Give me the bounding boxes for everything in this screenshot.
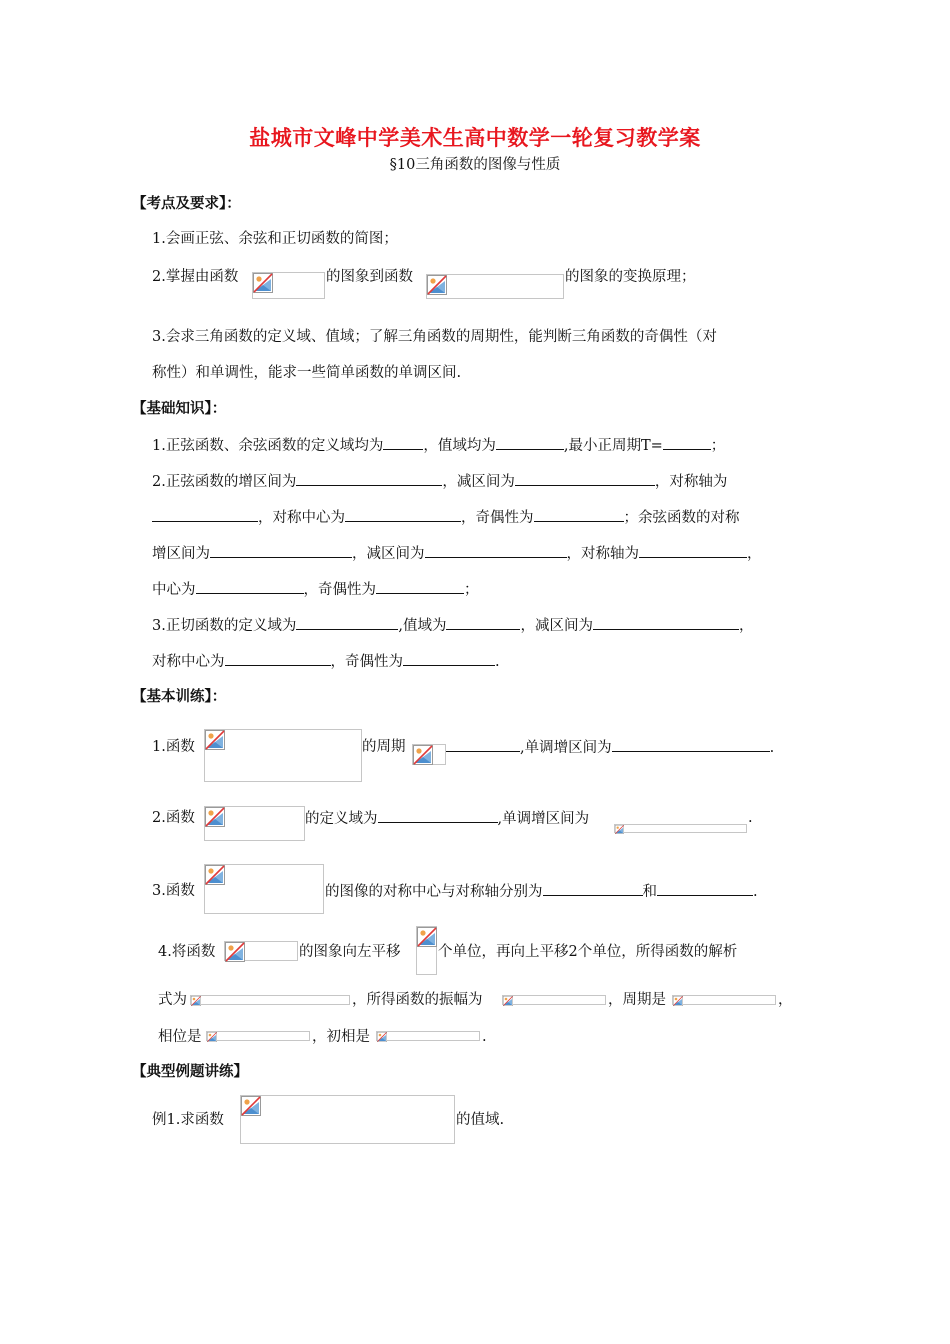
formula-image-placeholder [224, 941, 298, 961]
basics-line-2: 2.正弦函数的增区间为 ，减区间为 ，对称轴为 [152, 471, 727, 492]
exercise-4-amplitude-label: ，所得函数的振幅为 [352, 992, 483, 1008]
broken-image-icon [503, 996, 513, 1006]
formula-image-placeholder [204, 806, 305, 841]
formula-image-placeholder [412, 744, 446, 765]
exercise-2-rest: 的定义域为 ,单调增区间为 [305, 808, 589, 829]
document-title: 盐城市文峰中学美术生高中数学一轮复习教学案 [249, 126, 701, 150]
answer-blank[interactable] [210, 543, 352, 558]
basics-line-5: 中心为 ，奇偶性为 ； [152, 579, 479, 600]
example-1-label: 例1.求函数 [152, 1112, 224, 1128]
exercise-4-end: . [482, 1029, 487, 1045]
exercise-4-phase-label: 相位是 [158, 1029, 202, 1045]
answer-blank[interactable] [196, 579, 304, 594]
answer-blank[interactable] [296, 471, 442, 486]
exercise-2-label: 2.函数 [152, 810, 195, 826]
broken-image-icon [205, 807, 225, 827]
exercise-1-period: 的周期 [362, 739, 406, 755]
formula-image-placeholder [204, 729, 362, 782]
answer-blank[interactable] [593, 615, 739, 630]
exercise-4-formula-label: 式为 [158, 992, 187, 1008]
exercise-1-label: 1.函数 [152, 739, 195, 755]
exercise-4-initial-phase-label: ，初相是 [312, 1029, 370, 1045]
exercise-3-rest: 的图像的对称中心与对称轴分别为 和 . [325, 881, 758, 902]
exercise-3-label: 3.函数 [152, 883, 195, 899]
broken-image-icon [205, 865, 225, 885]
answer-blank[interactable] [446, 615, 520, 630]
requirement-3-line-1: 3.会求三角函数的定义域、值域；了解三角函数的周期性，能判断三角函数的奇偶性（对 [152, 329, 717, 345]
exercise-2-end: . [748, 810, 753, 826]
broken-image-icon [417, 927, 437, 947]
broken-image-icon [615, 825, 624, 834]
requirement-1: 1.会画正弦、余弦和正切函数的简图； [152, 231, 398, 247]
broken-image-icon [241, 1096, 261, 1116]
requirement-2-part-c: 的图象的变换原理； [565, 269, 696, 285]
basics-line-7: 对称中心为 ，奇偶性为 . [152, 651, 500, 672]
example-1-rest: 的值域. [456, 1112, 505, 1128]
answer-blank[interactable] [515, 471, 655, 486]
answer-blank[interactable] [383, 435, 423, 450]
answer-blank[interactable] [496, 435, 564, 450]
formula-image-placeholder [190, 995, 350, 1005]
answer-blank[interactable] [378, 808, 498, 823]
formula-image-placeholder [204, 864, 324, 914]
requirement-2-part-a: 2.掌握由函数 [152, 269, 239, 285]
broken-image-icon [413, 745, 433, 765]
answer-blank[interactable] [152, 507, 258, 522]
answer-blank[interactable] [657, 881, 753, 896]
section-heading-training: 【基本训练】： [132, 689, 227, 705]
answer-blank[interactable] [345, 507, 461, 522]
broken-image-icon [205, 730, 225, 750]
answer-blank[interactable] [446, 737, 520, 752]
broken-image-icon [225, 942, 245, 962]
basics-line-6: 3.正切函数的定义域为 ,值域为 ，减区间为 ， [152, 615, 753, 636]
requirement-3-line-2: 称性）和单调性，能求一些简单函数的单调区间. [152, 365, 462, 381]
answer-blank[interactable] [425, 543, 567, 558]
requirement-2-part-b: 的图象到函数 [326, 269, 413, 285]
broken-image-icon [191, 996, 201, 1006]
broken-image-icon [207, 1032, 217, 1042]
answer-blank[interactable] [543, 881, 643, 896]
answer-blank[interactable] [612, 737, 770, 752]
section-heading-requirements: 【考点及要求】： [132, 196, 241, 212]
basics-line-1: 1.正弦函数、余弦函数的定义域均为 ，值域均为 ,最小正周期T= ； [152, 435, 725, 456]
formula-image-placeholder [416, 926, 437, 975]
basics-line-3: ，对称中心为 ，奇偶性为 ；余弦函数的对称 [152, 507, 740, 528]
answer-blank[interactable] [296, 615, 398, 630]
exercise-4-rest: 个单位，再向上平移2个单位，所得函数的解析 [438, 944, 738, 960]
formula-image-placeholder [252, 272, 325, 299]
broken-image-icon [427, 275, 447, 295]
formula-image-placeholder [376, 1031, 480, 1041]
exercise-4-period-label: ，周期是 [608, 992, 666, 1008]
exercise-4-label: 4.将函数 [158, 944, 216, 960]
formula-image-placeholder [426, 274, 564, 299]
section-heading-examples: 【典型例题讲练】 [132, 1064, 248, 1080]
formula-image-placeholder [502, 995, 606, 1005]
section-heading-basics: 【基础知识】： [132, 401, 227, 417]
answer-blank[interactable] [639, 543, 747, 558]
broken-image-icon [673, 996, 683, 1006]
answer-blank[interactable] [534, 507, 624, 522]
formula-image-placeholder [240, 1095, 455, 1144]
exercise-4-comma: ， [778, 992, 793, 1008]
answer-blank[interactable] [225, 651, 331, 666]
answer-blank[interactable] [376, 579, 464, 594]
formula-image-placeholder [672, 995, 776, 1005]
exercise-4-shift: 的图象向左平移 [299, 944, 401, 960]
answer-blank[interactable] [403, 651, 495, 666]
basics-line-4: 增区间为 ，减区间为 ，对称轴为 ， [152, 543, 762, 564]
formula-image-placeholder [206, 1031, 310, 1041]
broken-image-icon [253, 273, 273, 293]
formula-image-placeholder [614, 824, 747, 833]
document-subtitle: §10三角函数的图像与性质 [389, 157, 561, 173]
exercise-1-rest: ,单调增区间为 . [446, 737, 774, 758]
broken-image-icon [377, 1032, 387, 1042]
answer-blank[interactable] [663, 435, 711, 450]
